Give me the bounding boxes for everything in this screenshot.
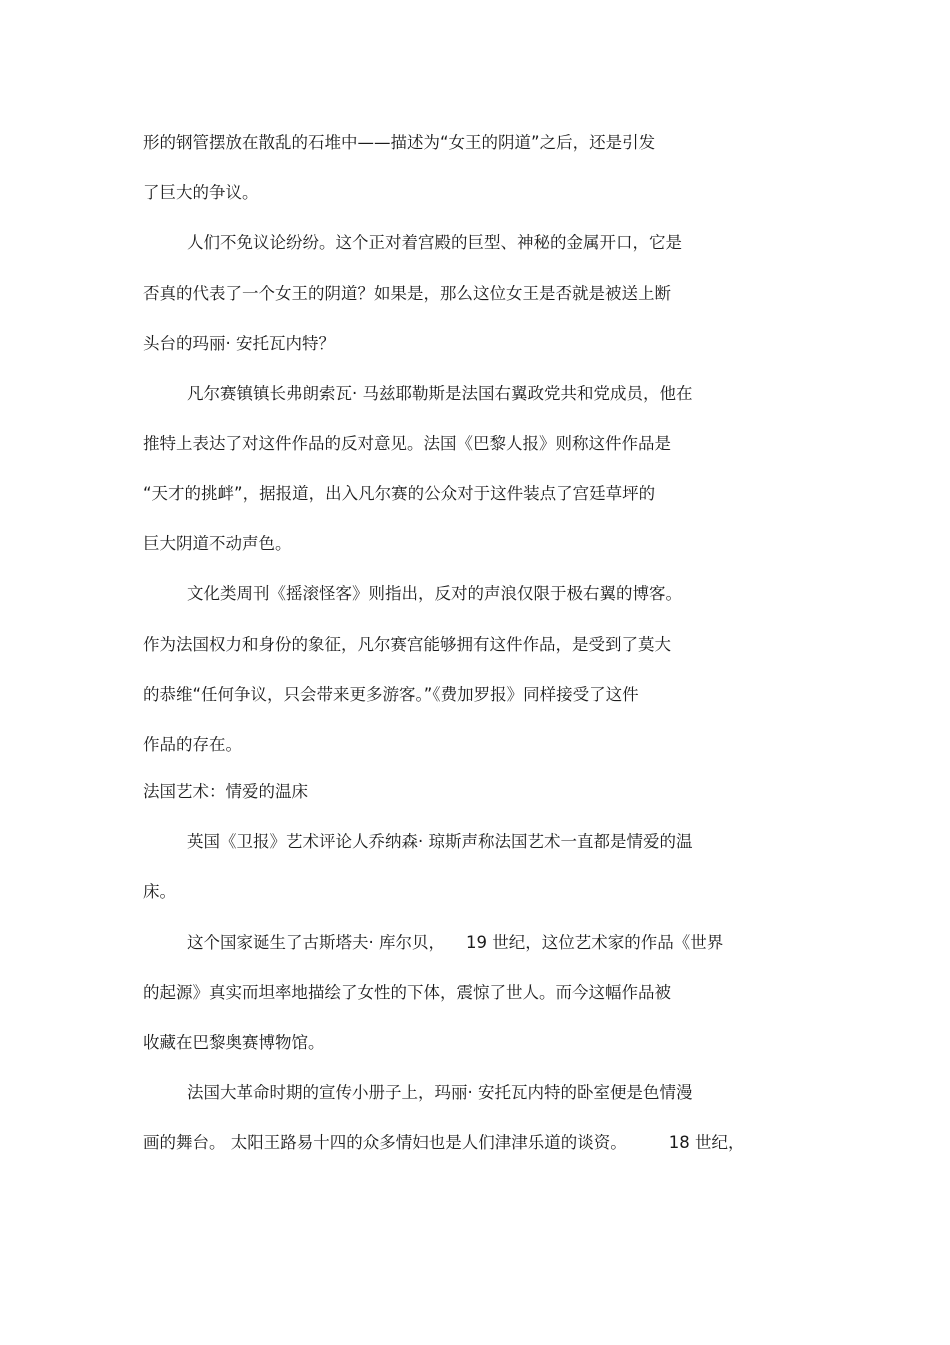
text-line: 头台的玛丽· 安托瓦内特？ [143, 334, 335, 353]
text-line: 作为法国权力和身份的象征，凡尔赛宫能够拥有这件作品，是受到了莫大 [143, 635, 671, 654]
text-line: 画的舞台。 太阳王路易十四的众多情妇也是人们津津乐道的谈资。 18 世纪， [143, 1133, 745, 1152]
text-line: 形的钢管摆放在散乱的石堆中——描述为“女王的阴道”之后，还是引发 [143, 133, 656, 152]
paragraph-start-line: 英国《卫报》艺术评论人乔纳森· 琼斯声称法国艺术一直都是情爱的温 [187, 832, 693, 851]
text-line: 的起源》真实而坦率地描绘了女性的下体，震惊了世人。而今这幅作品被 [143, 983, 671, 1002]
text-line: 收藏在巴黎奥赛博物馆。 [143, 1033, 325, 1052]
text-line: 否真的代表了一个女王的阴道？如果是，那么这位女王是否就是被送上断 [143, 284, 671, 303]
text-line: 的恭维“任何争议，只会带来更多游客。”《费加罗报》同样接受了这件 [143, 685, 639, 704]
paragraph-start-line: 文化类周刊《摇滚怪客》则指出，反对的声浪仅限于极右翼的博客。 [187, 584, 682, 603]
paragraph-start-line: 凡尔赛镇镇长弗朗索瓦· 马兹耶勒斯是法国右翼政党共和党成员，他在 [187, 384, 693, 403]
text-line: “天才的挑衅”，据报道，出入凡尔赛的公众对于这件装点了宫廷草坪的 [143, 484, 656, 503]
paragraph-start-line: 人们不免议论纷纷。这个正对着宫殿的巨型、神秘的金属开口，它是 [187, 233, 682, 252]
section-heading: 法国艺术：情爱的温床 [143, 782, 308, 801]
paragraph-start-line: 这个国家诞生了古斯塔夫· 库尔贝， 19 世纪，这位艺术家的作品《世界 [187, 933, 724, 952]
text-line: 床。 [143, 882, 176, 901]
paragraph-start-line: 法国大革命时期的宣传小册子上，玛丽· 安托瓦内特的卧室便是色情漫 [187, 1083, 693, 1102]
text-line: 推特上表达了对这件作品的反对意见。法国《巴黎人报》则称这件作品是 [143, 434, 671, 453]
text-line: 巨大阴道不动声色。 [143, 534, 292, 553]
text-line: 作品的存在。 [143, 735, 242, 754]
text-line: 了巨大的争议。 [143, 183, 259, 202]
